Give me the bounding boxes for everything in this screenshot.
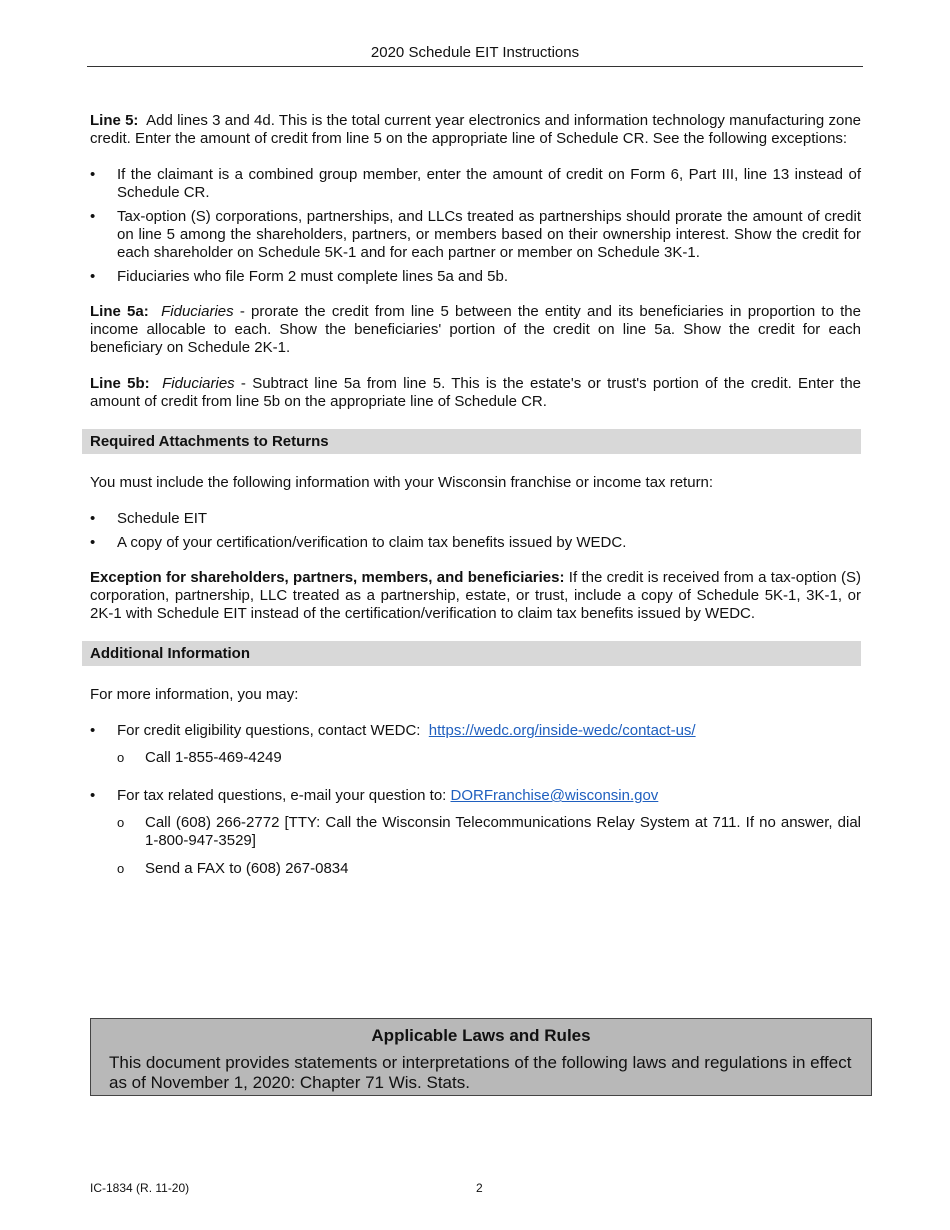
list-item: • Fiduciaries who file Form 2 must complete lines 5a and 5b. — [90, 268, 509, 285]
laws-title: Applicable Laws and Rules — [371, 1026, 591, 1045]
attachments-list — [90, 510, 861, 552]
list-item: • If the claimant is a combined group member, enter the amount of credit on Form 6, Part III, line 13 instead of Schedule CR. — [90, 166, 861, 201]
page-header-title: 2020 Schedule EIT Instructions — [370, 44, 580, 61]
list-item: • Schedule EIT — [90, 510, 208, 527]
line5b-italic: Fiduciaries — [162, 375, 235, 392]
exception-label: Exception for shareholders, partners, members, and beneficiaries: — [90, 569, 565, 586]
line5a-text: - prorate the credit from line 5 between the entity and its beneficiaries in proportion to the income allocable to each. Show the beneficiaries' portion of the credit on line 5a. Show the credit for each beneficiary on Schedule 2K-1. — [90, 303, 861, 356]
attachments-intro: You must include the following information with your Wisconsin franchise or income tax return: — [90, 474, 714, 491]
section-heading-additional: Additional Information — [82, 641, 861, 666]
list-item: o Send a FAX to (608) 267-0834 — [117, 860, 349, 877]
dor-sub-list — [90, 814, 861, 878]
line5a-paragraph — [90, 303, 861, 357]
line5b-paragraph — [90, 375, 861, 411]
exception-text: If the credit is received from a tax-option (S) corporation, partnership, LLC treated as a partnership, estate, or trust, include a copy of Schedule 5K-1, 3K-1, or 2K-1 with Schedule EIT instead of the certification/verification to claim tax benefits issued by WEDC. — [90, 569, 861, 622]
line5b-text: - Subtract line 5a from line 5. This is the estate's or trust's portion of the credit. Enter the amount of credit from line 5b on the appropriate line of Schedule CR. — [90, 375, 861, 410]
line5-paragraph — [90, 112, 861, 148]
list-item: • For credit eligibility questions, contact WEDC: https://wedc.org/inside-wedc/contact-us/ — [90, 722, 696, 739]
wedc-sub-list — [90, 749, 861, 767]
line5-exceptions-list — [90, 166, 861, 286]
list-item: o Call (608) 266-2772 [TTY: Call the Wisconsin Telecommunications Relay System at 711. If no answer, dial 1-800-947-3529] — [117, 814, 861, 849]
page-number: 2 — [476, 1181, 483, 1195]
list-item: o Call 1-855-469-4249 — [117, 749, 282, 766]
line5-label: Line 5: — [90, 112, 139, 129]
line5a-label: Line 5a: — [90, 303, 149, 320]
list-item: • For tax related questions, e-mail your question to: DORFranchise@wisconsin.gov — [90, 787, 659, 804]
additional-list-2 — [90, 787, 861, 805]
list-item: • Tax-option (S) corporations, partnerships, and LLCs treated as partnerships should prorate the amount of credit on line 5 among the shareholders, partners, or members based on their ownership interest. Show the credit for each shareholder on Schedule 5K-1 and for each partner or member on Schedule 3K-1. — [90, 208, 861, 261]
section-heading-attachments: Required Attachments to Returns — [82, 429, 861, 454]
dor-email-link[interactable]: DORFranchise@wisconsin.gov — [450, 787, 659, 804]
additional-intro: For more information, you may: — [90, 686, 299, 703]
line5-text: Add lines 3 and 4d. This is the total current year electronics and information technology manufacturing zone credit. Enter the amount of credit from line 5 on the appropriate line of Schedule CR. See the following exceptions: — [90, 112, 861, 147]
laws-body: This document provides statements or interpretations of the following laws and regulations in effect as of November 1, 2020: Chapter 71 Wis. Stats. — [109, 1053, 852, 1092]
exception-paragraph — [90, 569, 861, 623]
list-item: • A copy of your certification/verification to claim tax benefits issued by WEDC. — [90, 534, 627, 551]
additional-list — [90, 722, 861, 740]
page-header — [87, 44, 863, 67]
applicable-laws-box — [90, 1018, 872, 1096]
line5b-label: Line 5b: — [90, 375, 150, 392]
main-content — [90, 112, 861, 878]
wedc-contact-link[interactable]: https://wedc.org/inside-wedc/contact-us/ — [428, 722, 696, 739]
form-number: IC-1834 (R. 11-20) — [90, 1181, 190, 1195]
line5a-italic: Fiduciaries — [161, 303, 234, 320]
